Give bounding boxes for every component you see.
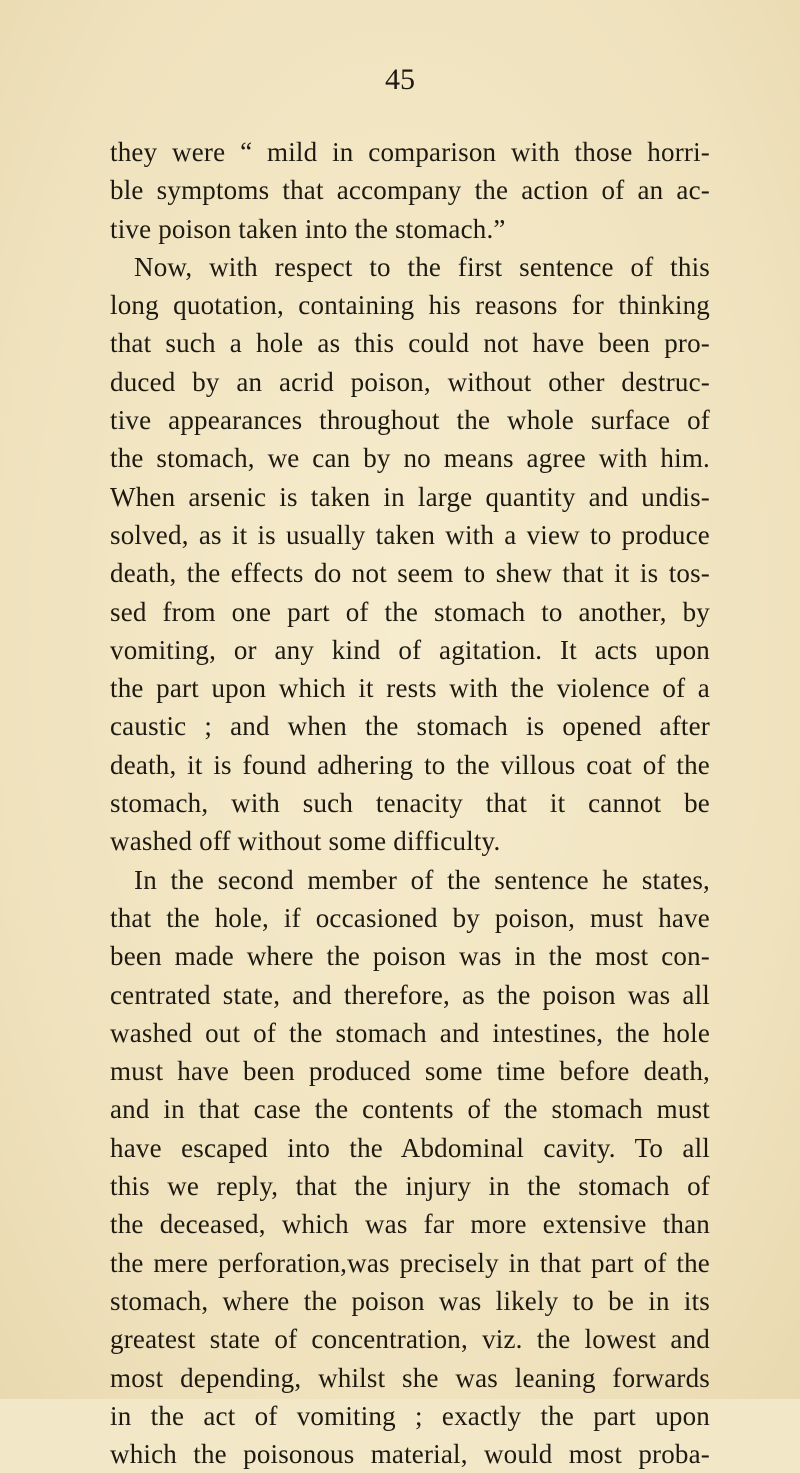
text-line: tive appearances throughout the whole surface of — [110, 405, 710, 436]
text-line: which the poisonous material, would most proba- — [110, 1439, 710, 1470]
text-line: ble symptoms that accompany the action of an ac- — [110, 175, 710, 206]
text-line: long quotation, containing his reasons for thinking — [110, 290, 710, 321]
text-line: must have been produced some time before death, — [110, 1056, 710, 1087]
text-line: vomiting, or any kind of agitation. It acts upon — [110, 634, 710, 665]
text-line: they were “ mild in comparison with those horri- — [110, 137, 710, 167]
text-line: stomach, with such tenacity that it cannot be — [110, 788, 710, 819]
text-line: washed off without some difficulty. — [110, 826, 501, 857]
text-line: in the act of vomiting ; exactly the part upon — [110, 1400, 710, 1431]
text-line: stomach, where the poison was likely to be in its — [110, 1285, 710, 1316]
text-line: In the second member of the sentence he states, — [134, 864, 710, 895]
text-line: have escaped into the Abdominal cavity. To all — [110, 1132, 710, 1163]
text-line: this we reply, that the injury in the stomach of — [110, 1171, 710, 1202]
text-line: death, it is found adhering to the villous coat of the — [110, 749, 710, 780]
text-line: and in that case the contents of the stomach must — [110, 1094, 710, 1125]
text-line: Now, with respect to the first sentence of this — [134, 251, 710, 282]
text-line: that such a hole as this could not have been pro- — [110, 328, 710, 359]
page-number: 45 — [385, 63, 415, 96]
text-line: caustic ; and when the stomach is opened after — [110, 711, 710, 742]
text-line: the stomach, we can by no means agree with him. — [110, 443, 710, 474]
body-text — [110, 133, 710, 1473]
text-line: When arsenic is taken in large quantity and undis- — [110, 481, 710, 512]
text-line: washed out of the stomach and intestines, the hole — [110, 1017, 710, 1048]
text-line: the part upon which it rests with the violence of a — [110, 673, 710, 704]
text-line: tive poison taken into the stomach.” — [110, 213, 506, 244]
text-line: sed from one part of the stomach to another, by — [110, 596, 710, 627]
text-line: solved, as it is usually taken with a view to produce — [110, 519, 710, 550]
text-line: greatest state of concentration, viz. the lowest and — [110, 1324, 710, 1355]
text-line: centrated state, and therefore, as the poison was all — [110, 979, 710, 1010]
text-line: most depending, whilst she was leaning forwards — [110, 1362, 710, 1393]
text-line: been made where the poison was in the most con- — [110, 941, 710, 972]
text-line: the deceased, which was far more extensive than — [110, 1209, 710, 1240]
text-line: that the hole, if occasioned by poison, must have — [110, 902, 710, 933]
text-line: duced by an acrid poison, without other destruc- — [110, 366, 710, 397]
text-line: death, the effects do not seem to shew that it is tos- — [110, 558, 710, 589]
text-line: the mere perforation,was precisely in that part of the — [110, 1247, 710, 1278]
